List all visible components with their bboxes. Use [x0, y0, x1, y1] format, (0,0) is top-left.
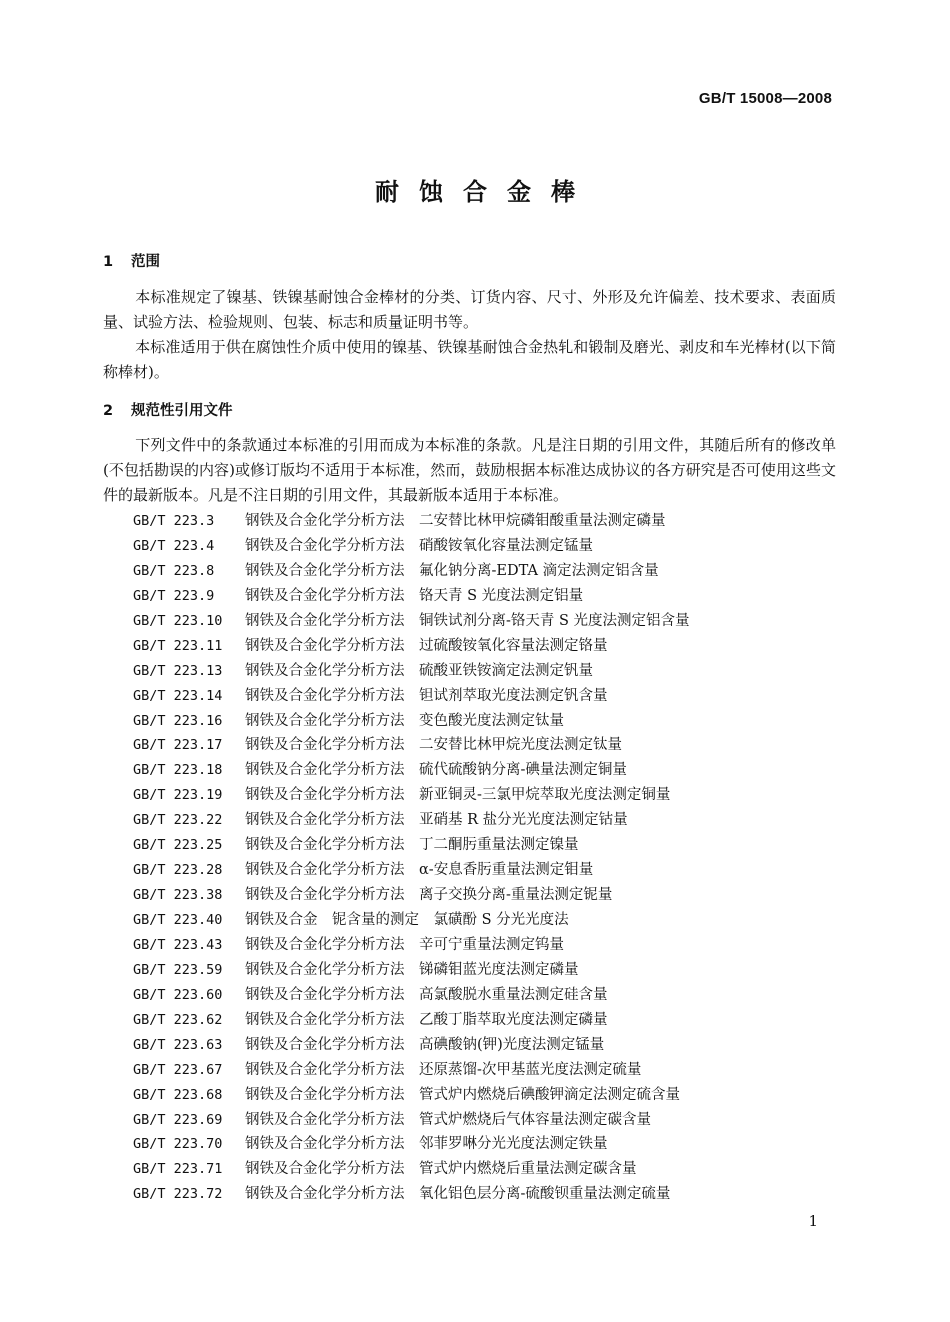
reference-item: [133, 509, 833, 534]
reference-code: GB/T 223.70: [133, 1136, 223, 1153]
reference-title: 钢铁及合金化学分析方法 还原蒸馏-次甲基蓝光度法测定硫量: [245, 1061, 642, 1078]
reference-code: GB/T 223.10: [133, 612, 223, 629]
reference-code: GB/T 223.16: [133, 712, 223, 729]
reference-title: 钢铁及合金化学分析方法 亚硝基 R 盐分光光度法测定钴量: [245, 812, 628, 829]
reference-title: 钢铁及合金化学分析方法 铜铁试剂分离-铬天青 S 光度法测定铝含量: [245, 612, 690, 629]
reference-code: GB/T 223.25: [133, 837, 223, 854]
reference-item: [133, 1008, 833, 1033]
reference-code: GB/T 223.38: [133, 887, 223, 904]
reference-code: GB/T 223.18: [133, 762, 223, 779]
reference-list: [133, 509, 833, 1207]
section-1-paragraph-1: 本标准规定了镍基、铁镍基耐蚀合金棒材的分类、订货内容、尺寸、外形及允许偏差、技术要求、表面质量、试验方法、检验规则、包装、标志和质量证明书等。: [103, 288, 836, 331]
reference-title: 钢铁及合金化学分析方法 锑磷钼蓝光度法测定磷量: [245, 961, 579, 978]
section-1-paragraph-2: 本标准适用于供在腐蚀性介质中使用的镍基、铁镍基耐蚀合金热轧和锻制及磨光、剥皮和车光棒材(以下简称棒材)。: [103, 338, 836, 381]
reference-item: [133, 858, 833, 883]
reference-code: GB/T 223.69: [133, 1111, 223, 1128]
reference-item: [133, 808, 833, 833]
reference-item: [133, 883, 833, 908]
reference-title: 钢铁及合金化学分析方法 乙酸丁脂萃取光度法测定磷量: [245, 1011, 608, 1028]
section-2-paragraph-1: 下列文件中的条款通过本标准的引用而成为本标准的条款。凡是注日期的引用文件，其随后所有的修改单(不包括勘误的内容)或修订版均不适用于本标准，然而，鼓励根据本标准达成协议的各方研究是否可使用这些文件的最新版本。凡是不注日期的引用文件，其最新版本适用于本标准。: [103, 436, 836, 504]
reference-item: [133, 1083, 833, 1108]
reference-item: [133, 833, 833, 858]
reference-title: 钢铁及合金化学分析方法 管式炉内燃烧后碘酸钾滴定法测定硫含量: [245, 1086, 680, 1103]
reference-item: [133, 958, 833, 983]
reference-code: GB/T 223.68: [133, 1086, 223, 1103]
reference-code: GB/T 223.71: [133, 1161, 223, 1178]
reference-title: 钢铁及合金化学分析方法 硝酸铵氧化容量法测定锰量: [245, 537, 593, 554]
reference-item: [133, 534, 833, 559]
standard-code: GB/T 15008—2008: [698, 90, 832, 107]
section-2-heading: [103, 399, 233, 420]
reference-item: [133, 1033, 833, 1058]
section-2-number: 2: [103, 403, 114, 419]
reference-code: GB/T 223.3: [133, 513, 215, 529]
reference-title: 钢铁及合金化学分析方法 硫酸亚铁铵滴定法测定钒量: [245, 662, 593, 679]
reference-item: [133, 1157, 833, 1182]
reference-item: [133, 983, 833, 1008]
reference-code: GB/T 223.67: [133, 1061, 223, 1078]
reference-item: [133, 758, 833, 783]
reference-code: GB/T 223.19: [133, 787, 223, 804]
reference-code: GB/T 223.62: [133, 1011, 223, 1028]
reference-title: 钢铁及合金化学分析方法 二安替比林甲烷磷钼酸重量法测定磷量: [245, 513, 666, 529]
reference-title: 钢铁及合金化学分析方法 钽试剂萃取光度法测定钒含量: [245, 687, 608, 704]
document-title: 耐蚀合金棒: [375, 178, 595, 206]
reference-title: 钢铁及合金化学分析方法 二安替比林甲烷光度法测定钛量: [245, 737, 622, 754]
reference-item: [133, 933, 833, 958]
reference-item: [133, 584, 833, 609]
reference-item: [133, 609, 833, 634]
reference-item: [133, 634, 833, 659]
reference-title: 钢铁及合金化学分析方法 氟化钠分离-EDTA 滴定法测定铝含量: [245, 562, 659, 579]
reference-code: GB/T 223.22: [133, 812, 223, 829]
reference-item: [133, 559, 833, 584]
reference-title: 钢铁及合金化学分析方法 离子交换分离-重量法测定铌量: [245, 887, 613, 904]
reference-title: 钢铁及合金化学分析方法 高氯酸脱水重量法测定硅含量: [245, 986, 608, 1003]
reference-item: [133, 783, 833, 808]
section-1-number: 1: [103, 254, 114, 270]
reference-title: 钢铁及合金化学分析方法 α-安息香肟重量法测定钼量: [245, 862, 594, 879]
reference-title: 钢铁及合金化学分析方法 氧化铝色层分离-硫酸钡重量法测定硫量: [245, 1186, 671, 1203]
reference-item: [133, 908, 833, 933]
reference-code: GB/T 223.17: [133, 737, 223, 754]
reference-title: 钢铁及合金化学分析方法 丁二酮肟重量法测定镍量: [245, 837, 579, 854]
reference-item: [133, 684, 833, 709]
reference-title: 钢铁及合金 铌含量的测定 氯磺酚 S 分光光度法: [245, 912, 569, 928]
reference-code: GB/T 223.43: [133, 936, 223, 953]
reference-code: GB/T 223.13: [133, 662, 223, 679]
reference-item: [133, 733, 833, 758]
reference-item: [133, 1058, 833, 1083]
reference-code: GB/T 223.28: [133, 862, 223, 879]
reference-code: GB/T 223.72: [133, 1186, 223, 1203]
page-number: 1: [808, 1212, 818, 1230]
reference-code: GB/T 223.63: [133, 1036, 223, 1053]
reference-title: 钢铁及合金化学分析方法 管式炉内燃烧后重量法测定碳含量: [245, 1161, 637, 1178]
reference-title: 钢铁及合金化学分析方法 硫代硫酸钠分离-碘量法测定铜量: [245, 762, 627, 779]
reference-title: 钢铁及合金化学分析方法 管式炉燃烧后气体容量法测定碳含量: [245, 1111, 651, 1128]
reference-title: 钢铁及合金化学分析方法 邻菲罗啉分光光度法测定铁量: [245, 1136, 608, 1153]
reference-code: GB/T 223.40: [133, 912, 223, 928]
reference-item: [133, 659, 833, 684]
reference-code: GB/T 223.60: [133, 986, 223, 1003]
reference-title: 钢铁及合金化学分析方法 铬天青 S 光度法测定铝量: [245, 587, 584, 604]
reference-title: 钢铁及合金化学分析方法 过硫酸铵氧化容量法测定铬量: [245, 637, 608, 654]
reference-code: GB/T 223.8: [133, 562, 215, 579]
section-1-heading: [103, 250, 160, 271]
reference-title: 钢铁及合金化学分析方法 新亚铜灵-三氯甲烷萃取光度法测定铜量: [245, 787, 671, 804]
section-2-title: 规范性引用文件: [131, 403, 233, 419]
section-1-title: 范围: [131, 254, 160, 270]
reference-item: [133, 1108, 833, 1133]
reference-title: 钢铁及合金化学分析方法 变色酸光度法测定钛量: [245, 712, 564, 729]
reference-code: GB/T 223.14: [133, 687, 223, 704]
reference-item: [133, 1182, 833, 1207]
reference-item: [133, 709, 833, 734]
reference-title: 钢铁及合金化学分析方法 辛可宁重量法测定钨量: [245, 936, 564, 953]
reference-code: GB/T 223.4: [133, 537, 215, 554]
reference-item: [133, 1132, 833, 1157]
reference-code: GB/T 223.11: [133, 637, 223, 654]
reference-code: GB/T 223.9: [133, 587, 215, 604]
reference-title: 钢铁及合金化学分析方法 高碘酸钠(钾)光度法测定锰量: [245, 1036, 605, 1053]
reference-code: GB/T 223.59: [133, 961, 223, 978]
